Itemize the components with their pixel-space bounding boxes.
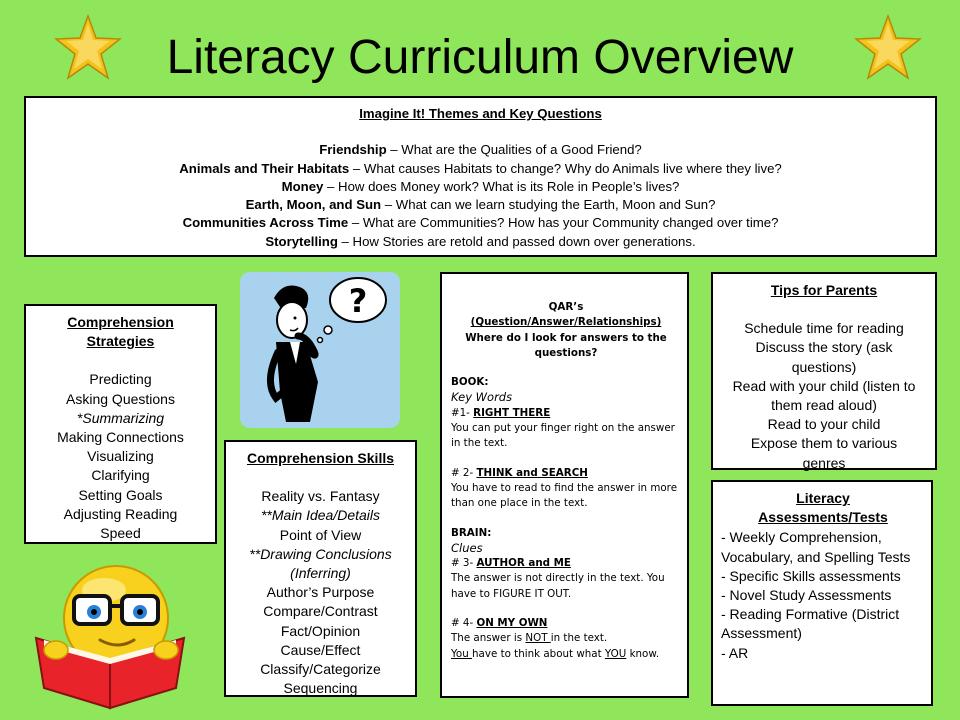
list-item: Sequencing <box>283 680 358 697</box>
themes-box <box>24 96 937 257</box>
smiley-reading-image <box>30 560 192 710</box>
assessments-box <box>711 480 933 706</box>
list-item: - Specific Skills assessments <box>721 567 901 584</box>
list-item: Fact/Opinion <box>280 622 361 639</box>
qar-item-title: #1- RIGHT THERE <box>451 406 551 419</box>
strategies-box <box>24 304 217 544</box>
qar-item-text: You have to think about what YOU know. <box>451 647 660 660</box>
book-subtitle: Key Words <box>451 390 513 405</box>
list-item: Read with your child (listen to them read aloud) <box>732 377 916 414</box>
tips-box <box>711 272 937 470</box>
list-item: Expose them to various genres <box>750 435 898 471</box>
strategies-heading: Comprehension Strategies <box>67 314 174 350</box>
list-item: **Drawing Conclusions <box>249 545 392 562</box>
theme-line: Animals and Their Habitats – What causes Habitats to change? Why do Animals live where they live? <box>179 160 782 176</box>
list-item: Compare/Contrast <box>263 603 378 620</box>
book-label: BOOK: <box>451 376 489 389</box>
question-mark-icon: ? <box>348 282 368 320</box>
qar-item-text: The answer is NOT in the text. <box>451 632 608 645</box>
theme-line: Money – How does Money work? What is its Role in People’s lives? <box>281 178 680 194</box>
qar-box <box>440 272 689 698</box>
qar-item-title: # 3- AUTHOR and ME <box>451 557 571 570</box>
themes-heading: Imagine It! Themes and Key Questions <box>359 106 602 121</box>
assessments-heading: Literacy Assessments/Tests <box>758 490 888 526</box>
qar-subtitle: (Question/Answer/Relationships) <box>470 316 662 329</box>
list-item: - AR <box>721 644 749 661</box>
list-item: Author’s Purpose <box>266 584 375 601</box>
page-title: Literacy Curriculum Overview <box>166 31 794 84</box>
list-item: **Main Idea/Details <box>260 507 381 524</box>
list-item: Speed <box>100 525 141 542</box>
theme-line: Communities Across Time – What are Communities? How has your Community changed over time? <box>182 215 779 231</box>
list-item: Making Connections <box>57 429 184 446</box>
list-item: (Inferring) <box>290 565 351 582</box>
list-item: - Novel Study Assessments <box>721 587 892 604</box>
qar-item-title: # 4- ON MY OWN <box>451 617 548 630</box>
list-item: Adjusting Reading <box>63 505 178 522</box>
list-item: - Weekly Comprehension, Vocabulary, and Spelling Tests <box>721 529 911 565</box>
list-item: Schedule time for reading <box>744 320 904 337</box>
list-item: Reality vs. Fantasy <box>261 488 380 505</box>
list-item: Cause/Effect <box>280 641 361 658</box>
list-item: Clarifying <box>91 467 150 484</box>
list-item: Read to your child <box>767 416 881 433</box>
thinking-person-image <box>240 272 400 428</box>
theme-line: Friendship – What are the Qualities of a Good Friend? <box>319 142 642 158</box>
star-icon <box>54 14 122 82</box>
qar-question: Where do I look for answers to the questions? <box>465 331 667 359</box>
tips-heading: Tips for Parents <box>770 282 878 298</box>
list-item: Discuss the story (ask questions) <box>755 339 893 375</box>
list-item: Setting Goals <box>78 486 163 503</box>
list-item: - Reading Formative (District Assessment) <box>721 606 900 642</box>
qar-title: QAR’s <box>548 301 584 313</box>
list-item: Point of View <box>279 526 362 543</box>
list-item: Classify/Categorize <box>260 661 381 678</box>
star-icon <box>854 14 922 82</box>
skills-box <box>224 440 417 697</box>
list-item: Visualizing <box>87 448 154 465</box>
brain-subtitle: Clues <box>451 540 483 555</box>
qar-item-text: The answer is not directly in the text. You have to FIGURE IT OUT. <box>451 572 665 600</box>
list-item: *Summarizing <box>76 409 165 426</box>
qar-item-text: You can put your finger right on the answer in the text. <box>451 422 675 450</box>
brain-label: BRAIN: <box>451 526 492 539</box>
list-item: Asking Questions <box>66 390 175 407</box>
qar-item-title: # 2- THINK and SEARCH <box>451 466 588 479</box>
qar-item-text: You have to read to find the answer in more than one place in the text. <box>451 481 678 510</box>
theme-line: Storytelling – How Stories are retold and passed down over generations. <box>265 233 696 249</box>
skills-heading: Comprehension Skills <box>246 450 395 466</box>
theme-line: Earth, Moon, and Sun – What can we learn studying the Earth, Moon and Sun? <box>245 197 716 213</box>
list-item: Predicting <box>89 371 152 388</box>
